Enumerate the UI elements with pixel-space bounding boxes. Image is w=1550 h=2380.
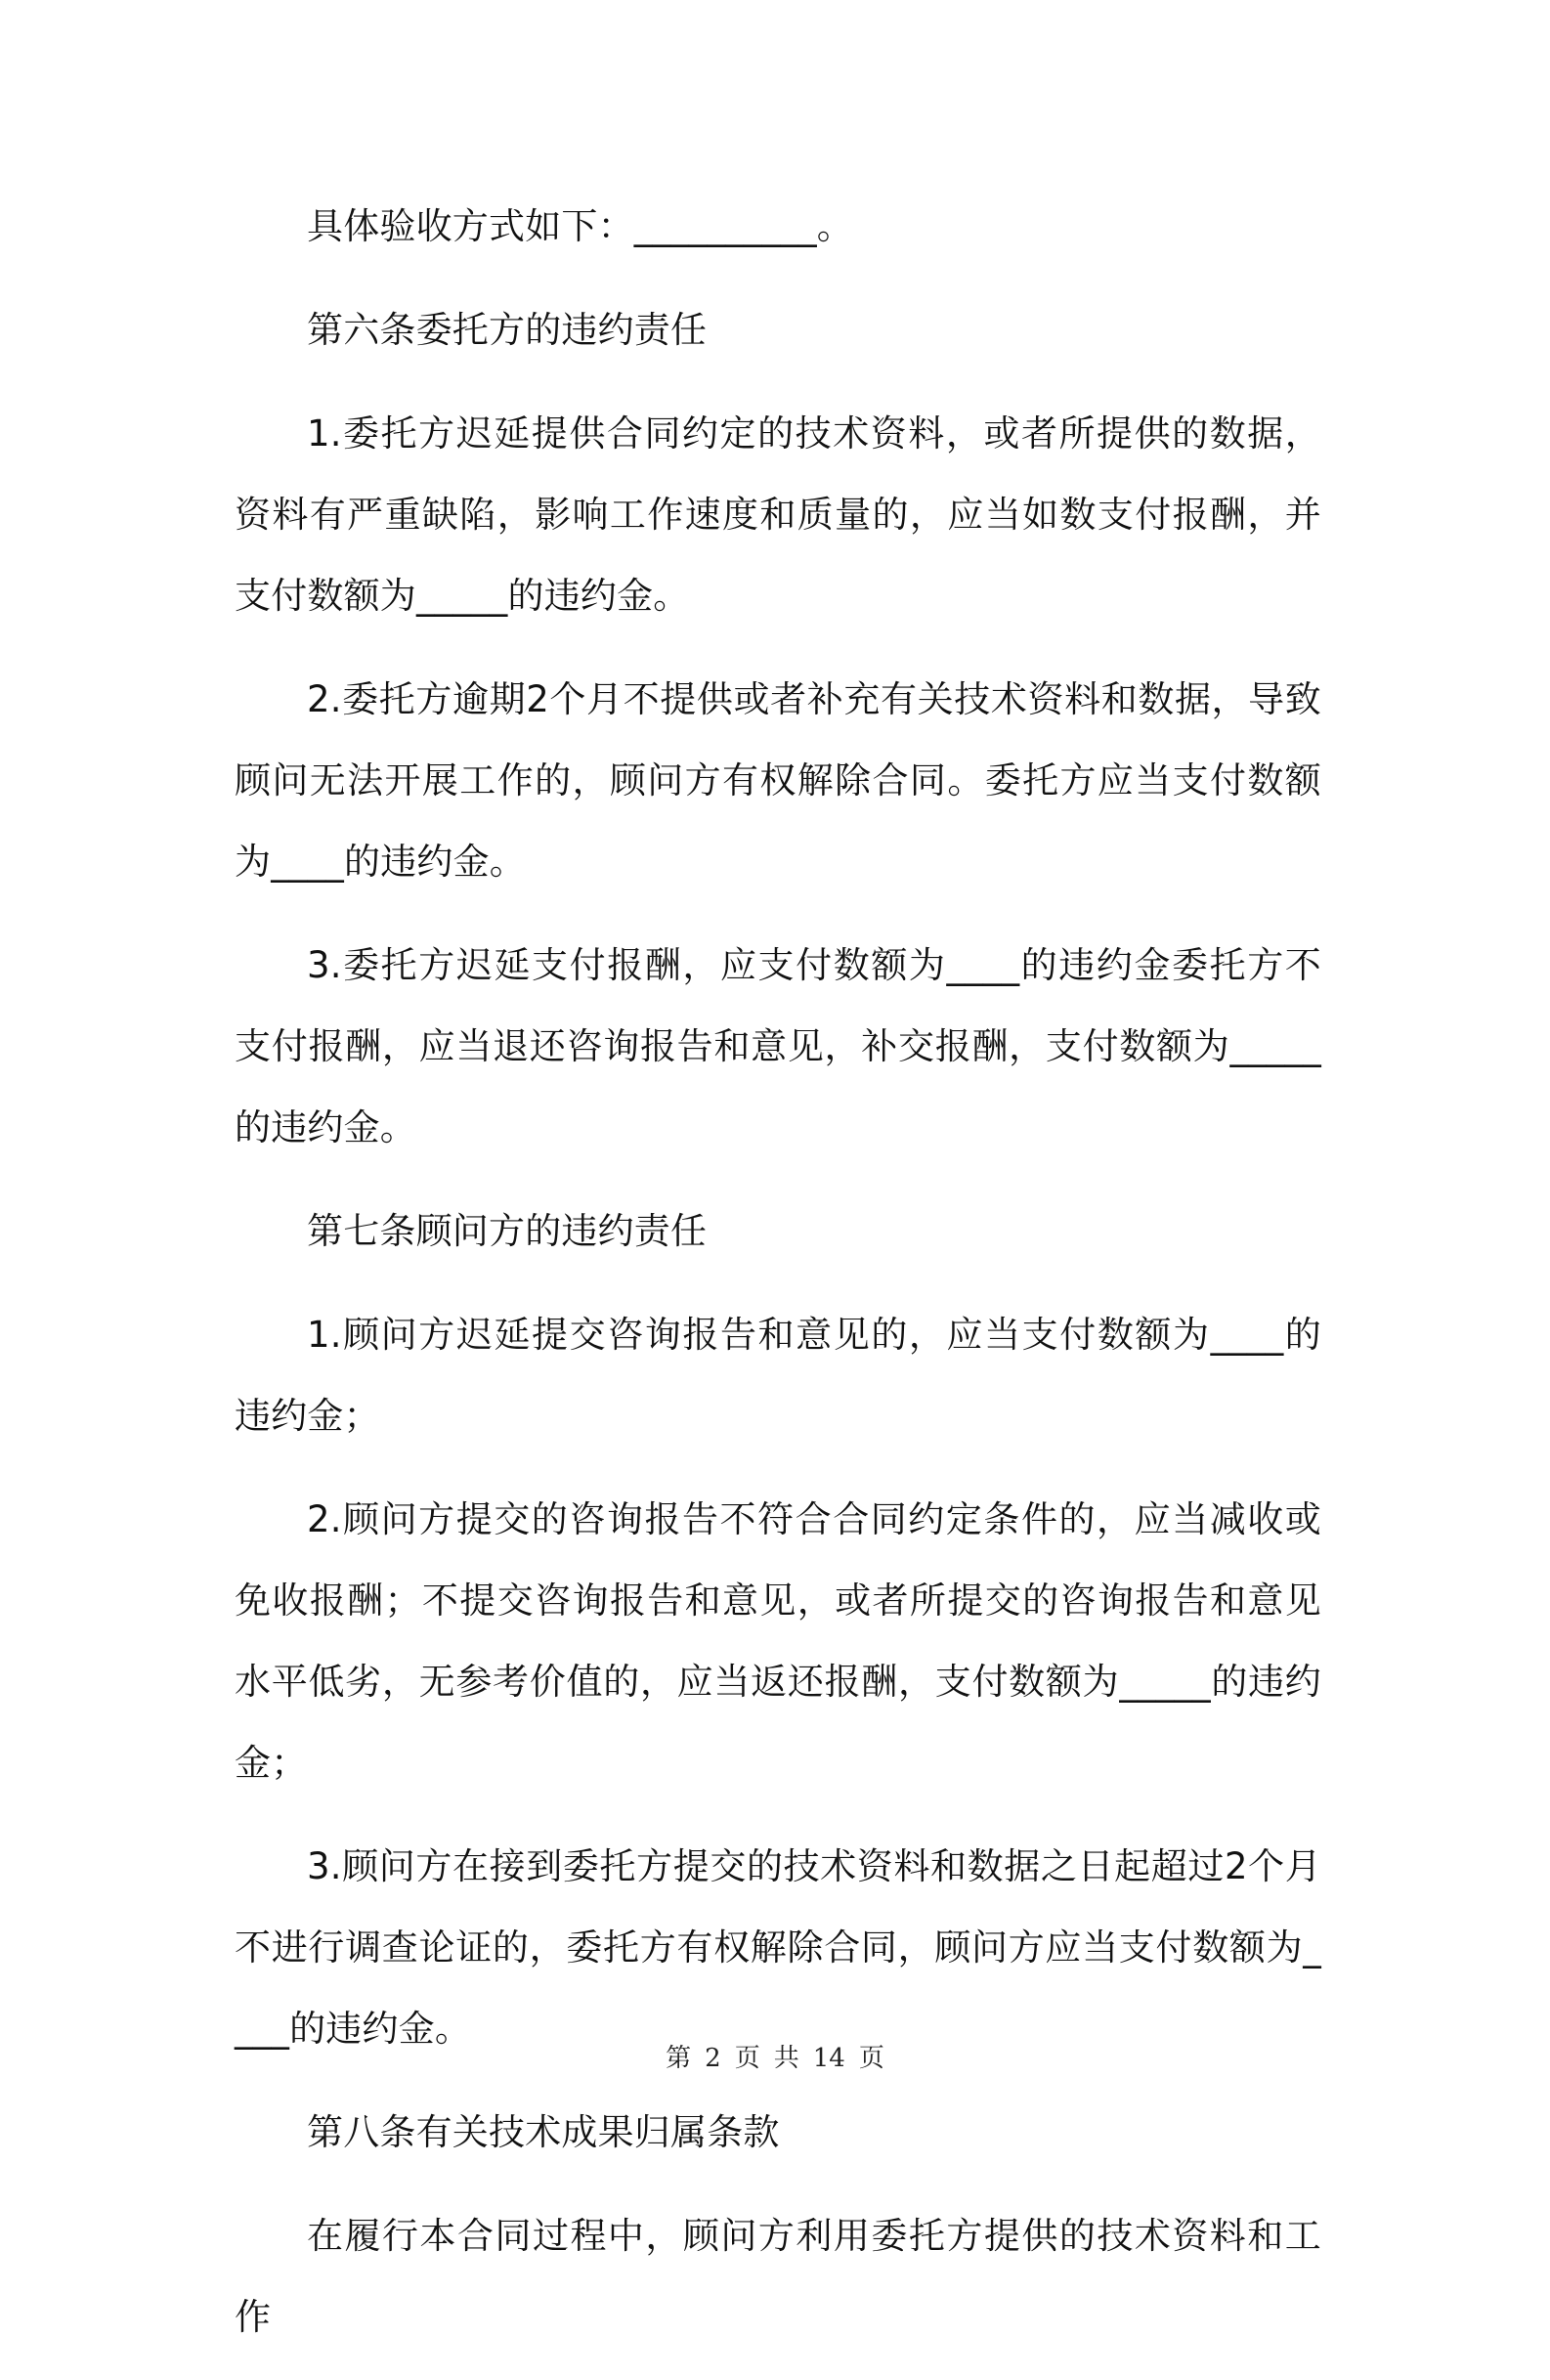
footer-total-pages: 14 [812,2044,845,2073]
footer-page-number: 2 [705,2044,721,2073]
footer-ye: 页 [734,2044,760,2073]
footer-ye-2: 页 [858,2044,884,2073]
paragraph-7-1: 1.顾问方迟延提交咨询报告和意见的，应当支付数额为____的违约金； [235,1314,1321,1437]
paragraph-acceptance-method: 具体验收方式如下：__________。 [307,205,853,247]
footer-di: 第 [666,2044,692,2073]
heading-article-6: 第六条委托方的违约责任 [307,309,708,351]
paragraph-6-3: 3.委托方迟延支付报酬，应支付数额为____的违约金委托方不支付报酬，应当退还咨询报告和意见，补交报酬，支付数额为_____的违约金。 [235,944,1321,1148]
heading-article-8: 第八条有关技术成果归属条款 [307,2111,780,2153]
paragraph-6-1: 1.委托方迟延提供合同约定的技术资料，或者所提供的数据，资料有严重缺陷，影响工作速度和质量的，应当如数支付报酬，并支付数额为_____的违约金。 [235,412,1321,617]
paragraph-6-2: 2.委托方逾期2个月不提供或者补充有关技术资料和数据，导致顾问无法开展工作的，顾问方有权解除合同。委托方应当支付数额为____的违约金。 [235,678,1321,883]
paragraph-7-3: 3.顾问方在接到委托方提交的技术资料和数据之日起超过2个月不进行调查论证的，委托方有权解除合同，顾问方应当支付数额为____的违约金。 [235,1845,1321,2050]
paragraph-8-intro: 在履行本合同过程中，顾问方利用委托方提供的技术资料和工作 [235,2215,1321,2338]
heading-article-7: 第七条顾问方的违约责任 [307,1210,708,1252]
footer-gong: 共 [773,2044,799,2073]
page-footer [0,2041,1550,2076]
paragraph-7-2: 2.顾问方提交的咨询报告不符合合同约定条件的，应当减收或免收报酬；不提交咨询报告和意见，或者所提交的咨询报告和意见水平低劣，无参考价值的，应当返还报酬，支付数额为_____的违约金； [235,1498,1321,1784]
